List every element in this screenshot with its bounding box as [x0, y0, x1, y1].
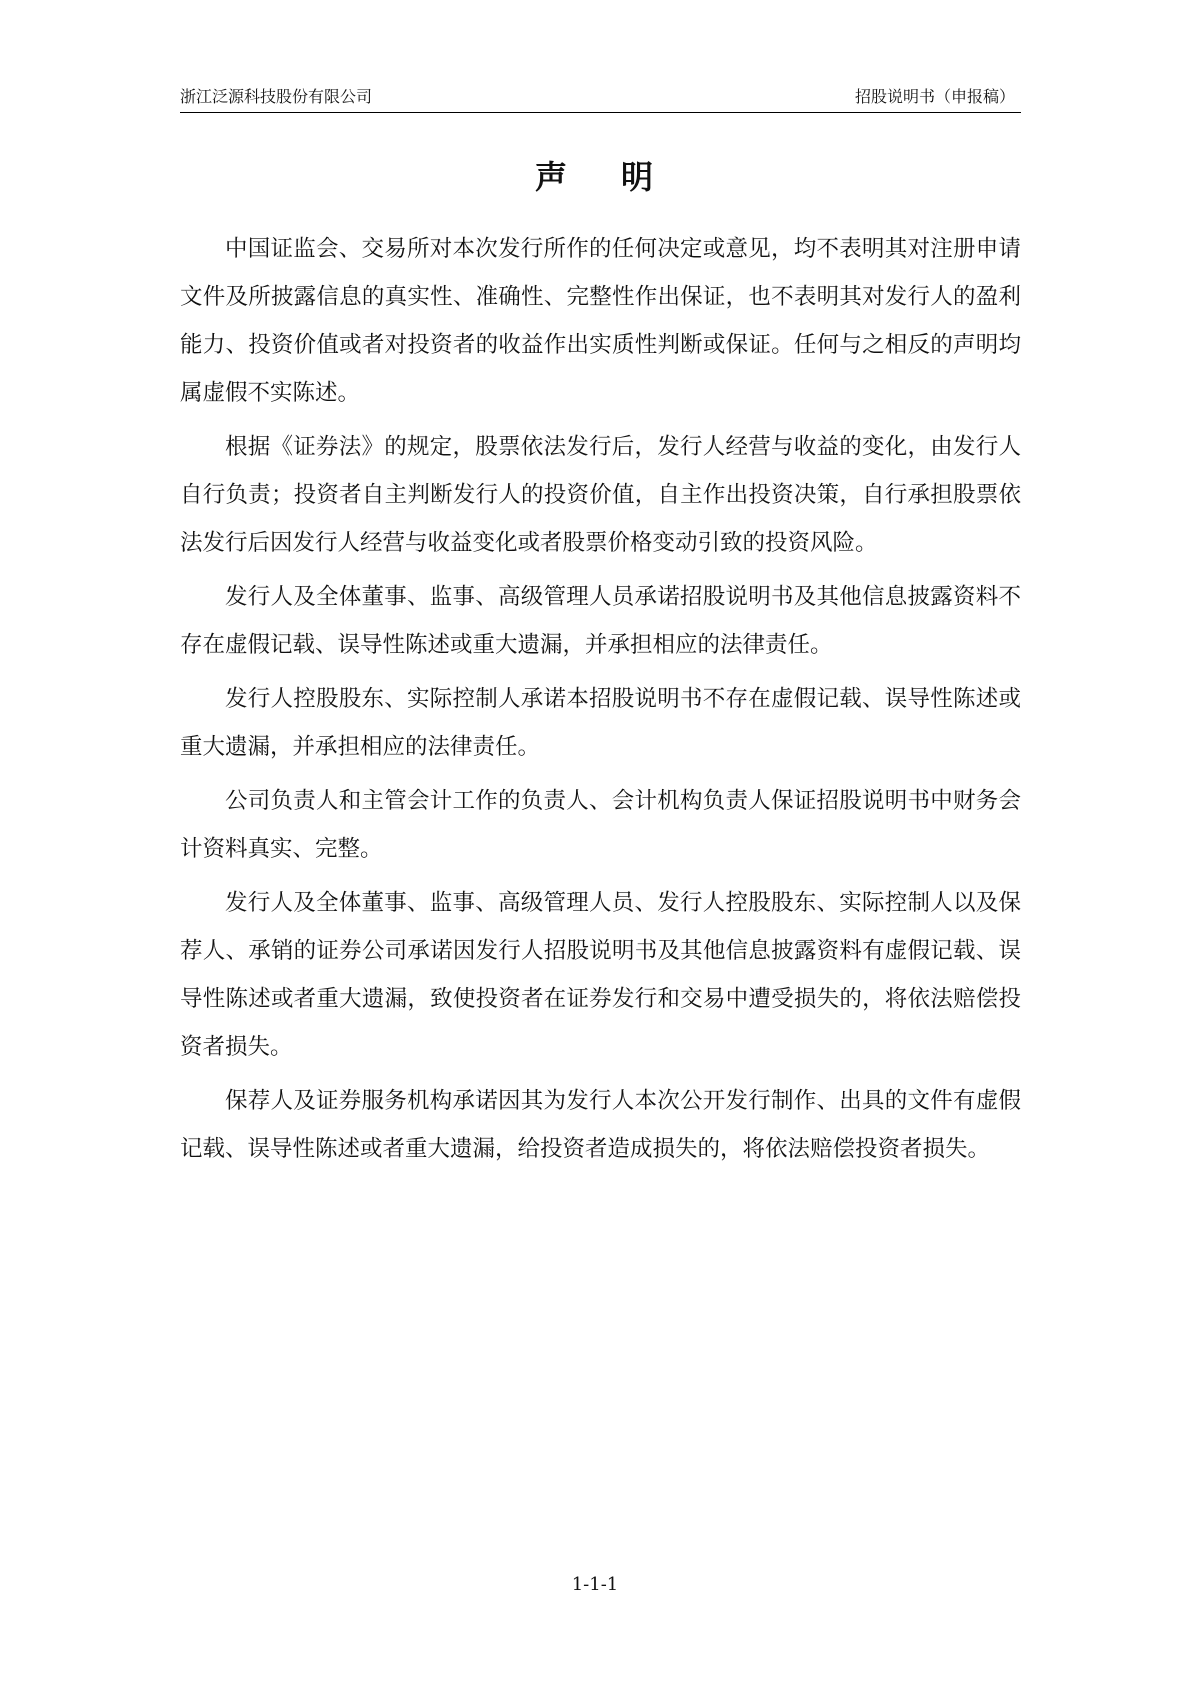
- title-char-1: 声: [534, 158, 569, 196]
- page-header: [180, 84, 1021, 113]
- header-company-name: 浙江泛源科技股份有限公司: [180, 87, 373, 106]
- paragraph-regulator-disclaimer: 中国证监会、交易所对本次发行所作的任何决定或意见，均不表明其对注册申请文件及所披露信息的真实性、准确性、完整性作出保证，也不表明其对发行人的盈利能力、投资价值或者对投资者的收益作出实质性判断或保证。任何与之相反的声明均属虚假不实陈述。: [180, 236, 1021, 406]
- paragraph-financial-assurance: 公司负责人和主管会计工作的负责人、会计机构负责人保证招股说明书中财务会计资料真实、完整。: [180, 788, 1021, 862]
- paragraph-controller-commitment: 发行人控股股东、实际控制人承诺本招股说明书不存在虚假记载、误导性陈述或重大遗漏，并承担相应的法律责任。: [180, 686, 1021, 760]
- page-number: 1-1-1: [571, 1574, 619, 1595]
- paragraph-securities-law: 根据《证券法》的规定，股票依法发行后，发行人经营与收益的变化，由发行人自行负责；投资者自主判断发行人的投资价值，自主作出投资决策，自行承担股票依法发行后因发行人经营与收益变化或者股票价格变动引致的投资风险。: [180, 434, 1021, 556]
- page-title: [0, 157, 1190, 197]
- title-char-2: 明: [621, 158, 656, 196]
- paragraph-directors-commitment: 发行人及全体董事、监事、高级管理人员承诺招股说明书及其他信息披露资料不存在虚假记载、误导性陈述或重大遗漏，并承担相应的法律责任。: [180, 584, 1021, 658]
- paragraph-sponsor-commitment: 保荐人及证券服务机构承诺因其为发行人本次公开发行制作、出具的文件有虚假记载、误导性陈述或者重大遗漏，给投资者造成损失的，将依法赔偿投资者损失。: [180, 1088, 1021, 1162]
- header-document-type: 招股说明书（申报稿）: [854, 87, 1015, 106]
- declaration-body: [180, 225, 1021, 1179]
- paragraph-compensation-commitment: 发行人及全体董事、监事、高级管理人员、发行人控股股东、实际控制人以及保荐人、承销的证券公司承诺因发行人招股说明书及其他信息披露资料有虚假记载、误导性陈述或者重大遗漏，致使投资者在证券发行和交易中遭受损失的，将依法赔偿投资者损失。: [180, 890, 1021, 1060]
